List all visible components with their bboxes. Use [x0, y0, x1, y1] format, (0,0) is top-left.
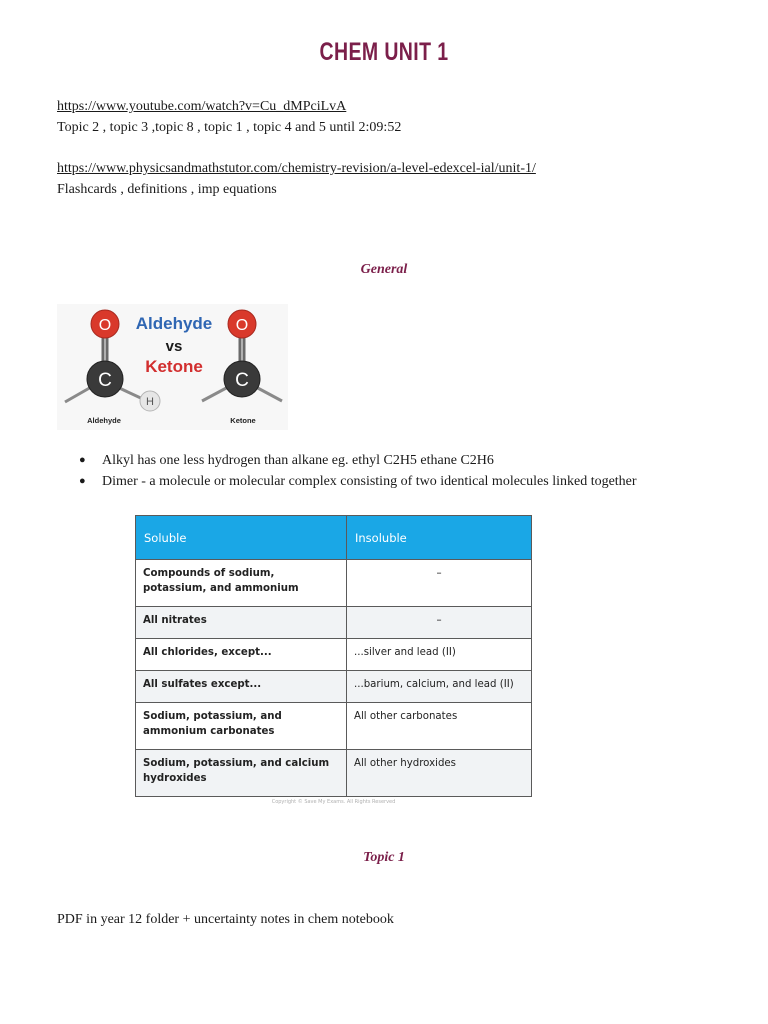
- table-row: [136, 607, 532, 639]
- table-cell-insoluble: –: [347, 607, 532, 639]
- table-cell-insoluble: ...barium, calcium, and lead (II): [347, 671, 532, 703]
- final-note: PDF in year 12 folder + uncertainty notes in chem notebook: [57, 912, 394, 927]
- heading-topic-1: Topic 1: [363, 850, 405, 865]
- table-cell-soluble: All nitrates: [136, 607, 347, 639]
- definitions-list: [57, 450, 637, 492]
- solubility-table: [135, 515, 532, 797]
- table-row: [136, 671, 532, 703]
- table-row: [136, 750, 532, 797]
- table-row: [136, 560, 532, 607]
- carbon-label-right: C: [235, 370, 249, 391]
- table-row: [136, 703, 532, 750]
- youtube-link[interactable]: https://www.youtube.com/watch?v=Cu_dMPciLvA: [57, 99, 347, 114]
- heading-general: General: [360, 262, 408, 277]
- table-cell-insoluble: All other hydroxides: [347, 750, 532, 797]
- table-cell-insoluble: All other carbonates: [347, 703, 532, 750]
- carbon-label-left: C: [98, 370, 112, 391]
- list-item: ● Alkyl has one less hydrogen than alkane eg. ethyl C2H5 ethane C2H6: [57, 450, 637, 471]
- oxygen-label-left: O: [98, 317, 112, 334]
- page-title: CHEM UNIT 1: [319, 38, 449, 66]
- caption-ketone: Ketone: [230, 416, 256, 425]
- aldehyde-ketone-image: [57, 304, 288, 430]
- list-item: ● Dimer - a molecule or molecular complex consisting of two identical molecules linked together: [57, 471, 637, 492]
- pmt-link[interactable]: https://www.physicsandmathstutor.com/chemistry-revision/a-level-edexcel-ial/unit-1/: [57, 161, 536, 176]
- figure-title-aldehyde: Aldehyde: [135, 314, 213, 333]
- figure-title-ketone: Ketone: [145, 357, 203, 376]
- table-cell-soluble: Sodium, potassium, and ammonium carbonates: [136, 703, 347, 750]
- table-cell-soluble: Compounds of sodium, potassium, and ammonium: [136, 560, 347, 607]
- table-row: [136, 639, 532, 671]
- caption-aldehyde: Aldehyde: [87, 416, 121, 425]
- table-cell-soluble: All chlorides, except...: [136, 639, 347, 671]
- table-cell-soluble: All sulfates except...: [136, 671, 347, 703]
- table-cell-soluble: Sodium, potassium, and calcium hydroxides: [136, 750, 347, 797]
- figure-title-vs: vs: [165, 338, 183, 355]
- table-cell-insoluble: –: [347, 560, 532, 607]
- oxygen-label-right: O: [235, 317, 249, 334]
- header-soluble: Soluble: [136, 516, 347, 560]
- copyright-notice: Copyright © Save My Exams. All Rights Reserved: [271, 799, 396, 805]
- table-cell-insoluble: ...silver and lead (II): [347, 639, 532, 671]
- resources-note: Flashcards , definitions , imp equations: [57, 182, 277, 197]
- topics-note: Topic 2 , topic 3 ,topic 8 , topic 1 , topic 4 and 5 until 2:09:52: [57, 120, 402, 135]
- hydrogen-label: H: [146, 396, 154, 408]
- header-insoluble: Insoluble: [347, 516, 532, 560]
